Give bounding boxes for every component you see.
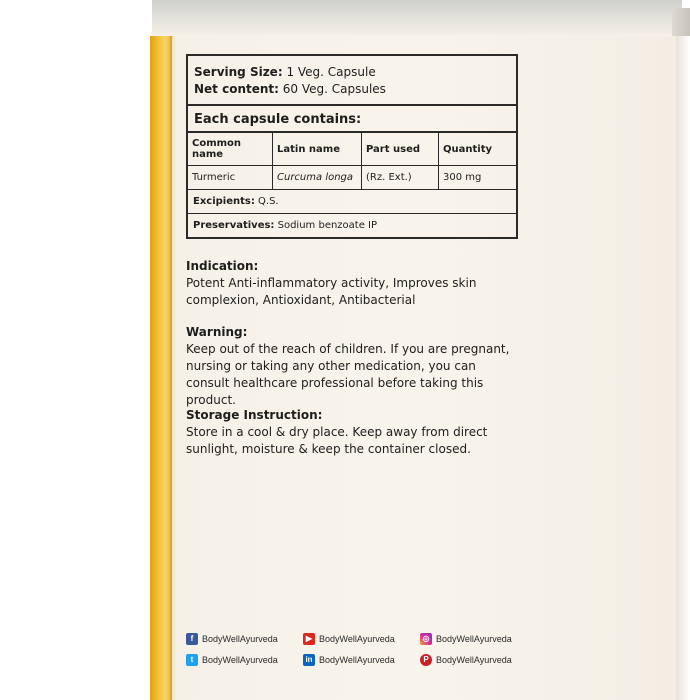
- facebook-icon: f: [186, 633, 198, 645]
- table-header-row: [188, 133, 516, 166]
- youtube-icon: ▶: [303, 633, 315, 645]
- header-latin-name: Latin name: [273, 133, 362, 166]
- instagram-icon: ◎: [420, 633, 432, 645]
- storage-title: Storage Instruction:: [186, 408, 323, 422]
- warning-title: Warning:: [186, 325, 248, 339]
- excipients-row: Excipients: Q.S.: [188, 190, 516, 214]
- linkedin-icon: in: [303, 654, 315, 666]
- cell-quantity: 300 mg: [439, 166, 517, 190]
- social-pinterest: P BodyWellAyurveda: [420, 654, 512, 666]
- net-content-line: Net content: 60 Veg. Capsules: [194, 82, 386, 96]
- box-right-edge: [676, 36, 690, 700]
- warning-text: Keep out of the reach of children. If you are pregnant, nursing or taking any other medication, you can consult healthcare professional before taking this product.: [186, 342, 510, 407]
- cell-part-used: (Rz. Ext.): [362, 166, 439, 190]
- storage-section: [186, 407, 516, 458]
- box-top-flap: [152, 0, 682, 38]
- ingredients-table: [188, 133, 516, 190]
- header-quantity: Quantity: [439, 133, 517, 166]
- social-linkedin: in BodyWellAyurveda: [303, 654, 395, 666]
- indication-text: Potent Anti-inflammatory activity, Improves skin complexion, Antioxidant, Antibacterial: [186, 276, 477, 307]
- table-row: [188, 166, 516, 190]
- supplement-facts-box: [186, 54, 518, 239]
- preservatives-row: Preservatives: Sodium benzoate IP: [193, 220, 378, 231]
- social-twitter: t BodyWellAyurveda: [186, 654, 278, 666]
- twitter-icon: t: [186, 654, 198, 666]
- social-instagram: ◎ BodyWellAyurveda: [420, 633, 512, 645]
- box-yellow-edge: [150, 36, 172, 700]
- edge-shadow: [170, 36, 176, 700]
- social-facebook: f BodyWellAyurveda: [186, 633, 278, 645]
- indication-title: Indication:: [186, 259, 259, 273]
- social-youtube: ▶ BodyWellAyurveda: [303, 633, 395, 645]
- box-top-corner: [672, 8, 690, 38]
- header-common-name: Common name: [188, 133, 273, 166]
- serving-info: [188, 56, 516, 106]
- pinterest-icon: P: [420, 654, 432, 666]
- cell-latin-name: Curcuma longa: [273, 166, 362, 190]
- header-part-used: Part used: [362, 133, 439, 166]
- serving-size-line: Serving Size: 1 Veg. Capsule: [194, 65, 376, 79]
- contains-title: Each capsule contains:: [188, 106, 516, 133]
- storage-text: Store in a cool & dry place. Keep away from direct sunlight, moisture & keep the container closed.: [186, 425, 488, 456]
- indication-section: [186, 258, 516, 309]
- warning-section: [186, 324, 516, 409]
- cell-common-name: Turmeric: [188, 166, 273, 190]
